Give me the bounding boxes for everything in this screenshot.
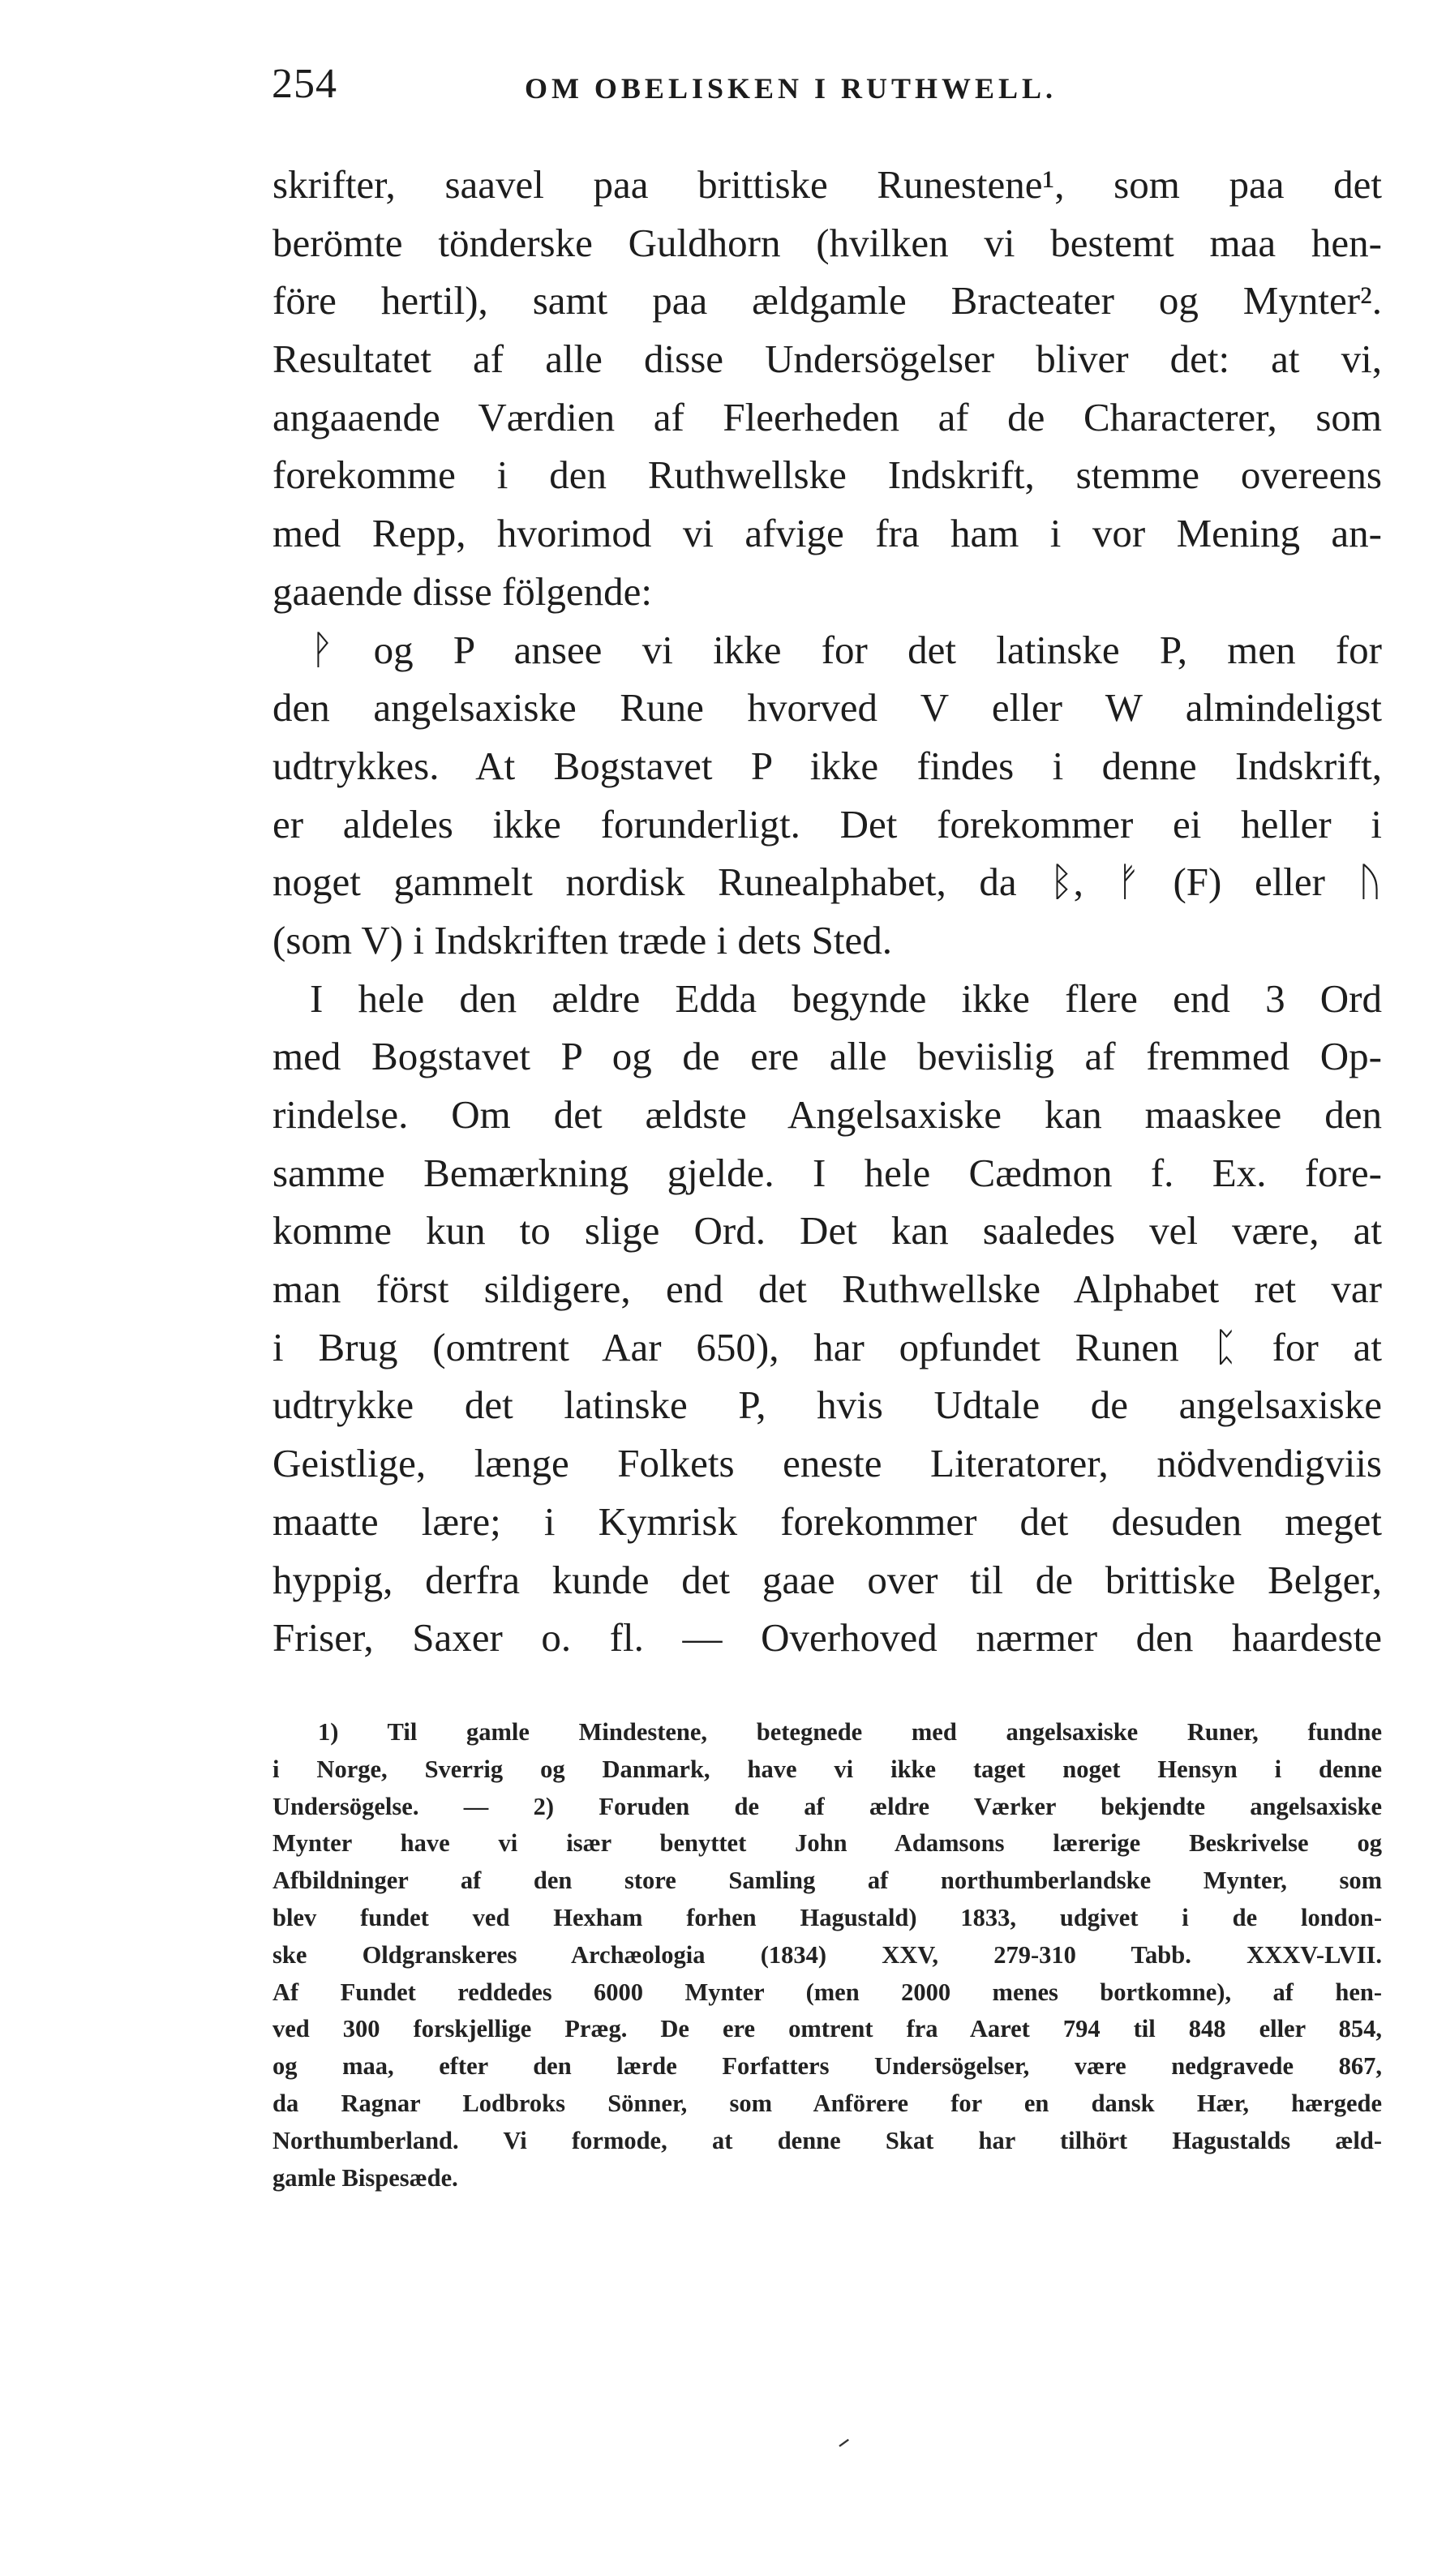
- text-line: Resultatet af alle disse Undersögelser bliver det: at vi,: [272, 336, 1382, 382]
- text-line: före hertil), samt paa ældgamle Bracteater og Mynter².: [272, 278, 1382, 324]
- footnote-line: og maa, efter den lærde Forfatters Undersögelser, være nedgravede 867,: [272, 2052, 1382, 2081]
- text-line: i Brug (omtrent Aar 650), har opfundet Runen ᛈ for at: [272, 1324, 1382, 1369]
- text-line: gaaende disse fölgende:: [272, 568, 653, 614]
- text-line: ᚹ og P ansee vi ikke for det latinske P, men for: [310, 627, 1382, 672]
- text-line: udtrykkes. At Bogstavet P ikke findes i denne Indskrift,: [272, 743, 1382, 788]
- text-line: med Bogstavet P og de ere alle beviislig af fremmed Op-: [272, 1034, 1382, 1079]
- footnote-line: blev fundet ved Hexham forhen Hagustald) 1833, udgivet i de london-: [272, 1903, 1382, 1931]
- footnote-line: da Ragnar Lodbroks Sönner, som Anförere for en dansk Hær, hærgede: [272, 2089, 1382, 2117]
- footnote-line: Northumberland. Vi formode, at denne Skat har tilhört Hagustalds æld-: [272, 2126, 1382, 2154]
- text-line: maatte lære; i Kymrisk forekommer det desuden meget: [272, 1498, 1382, 1544]
- text-line: angaaende Værdien af Fleerheden af de Characterer, som: [272, 394, 1382, 439]
- page-header: [272, 60, 1310, 125]
- footnote-line: ske Oldgranskeres Archæologia (1834) XXV, 279-310 Tabb. XXXV-LVII.: [272, 1940, 1382, 1969]
- text-line: skrifter, saavel paa brittiske Runestene¹, som paa det: [272, 162, 1382, 207]
- text-line: noget gammelt nordisk Runealphabet, da ᛒ, ᚠ (F) eller ᚢ: [272, 859, 1382, 905]
- page-number: 254: [272, 61, 337, 107]
- text-line: med Repp, hvorimod vi afvige fra ham i vor Mening an-: [272, 511, 1382, 556]
- footnote-line: Mynter have vi især benyttet John Adamsons lærerige Beskrivelse og: [272, 1829, 1382, 1858]
- main-text: [272, 156, 1382, 1667]
- footnote-line: Undersögelse. — 2) Foruden de af ældre Værker bekjendte angelsaxiske: [272, 1792, 1382, 1820]
- text-line: udtrykke det latinske P, hvis Udtale de angelsaxiske: [272, 1382, 1382, 1428]
- footnote-line: Af Fundet reddedes 6000 Mynter (men 2000 menes bortkomne), af hen-: [272, 1978, 1382, 2006]
- text-line: hyppig, derfra kunde det gaae over til de brittiske Belger,: [272, 1557, 1382, 1602]
- text-line: (som V) i Indskriften træde i dets Sted.: [272, 917, 892, 962]
- text-line: komme kun to slige Ord. Det kan saaledes vel være, at: [272, 1208, 1382, 1254]
- text-line: berömte tönderske Guldhorn (hvilken vi bestemt maa hen-: [272, 220, 1382, 265]
- text-line: forekomme i den Ruthwellske Indskrift, stemme overeens: [272, 452, 1382, 498]
- footnote-line: 1) Til gamle Mindestene, betegnede med angelsaxiske Runer, fundne: [318, 1718, 1382, 1746]
- text-line: den angelsaxiske Rune hvorved V eller W almindeligst: [272, 685, 1382, 731]
- text-line: er aldeles ikke forunderligt. Det forekommer ei heller i: [272, 801, 1382, 847]
- text-line: Friser, Saxer o. fl. — Overhoved nærmer den haardeste: [272, 1615, 1382, 1661]
- text-line: man först sildigere, end det Ruthwellske Alphabet ret var: [272, 1267, 1382, 1312]
- text-line: rindelse. Om det ældste Angelsaxiske kan maaskee den: [272, 1092, 1382, 1137]
- footnote-line: i Norge, Sverrig og Danmark, have vi ikke taget noget Hensyn i denne: [272, 1755, 1382, 1783]
- footnote-line: ved 300 forskjellige Præg. De ere omtrent fra Aaret 794 til 848 eller 854,: [272, 2015, 1382, 2043]
- stray-ink-mark: ᐟ: [833, 2432, 852, 2466]
- text-line: I hele den ældre Edda begynde ikke flere end 3 Ord: [310, 975, 1382, 1021]
- footnotes: [272, 1714, 1382, 2197]
- text-line: samme Bemærkning gjelde. I hele Cædmon f. Ex. fore-: [272, 1150, 1382, 1195]
- text-line: Geistlige, længe Folkets eneste Literatorer, nödvendigviis: [272, 1441, 1382, 1486]
- footnote-line: Afbildninger af den store Samling af northumberlandske Mynter, som: [272, 1867, 1382, 1895]
- footnote-line: gamle Bispesæde.: [272, 2163, 458, 2192]
- running-head: OM OBELISKEN I RUTHWELL.: [524, 72, 1058, 105]
